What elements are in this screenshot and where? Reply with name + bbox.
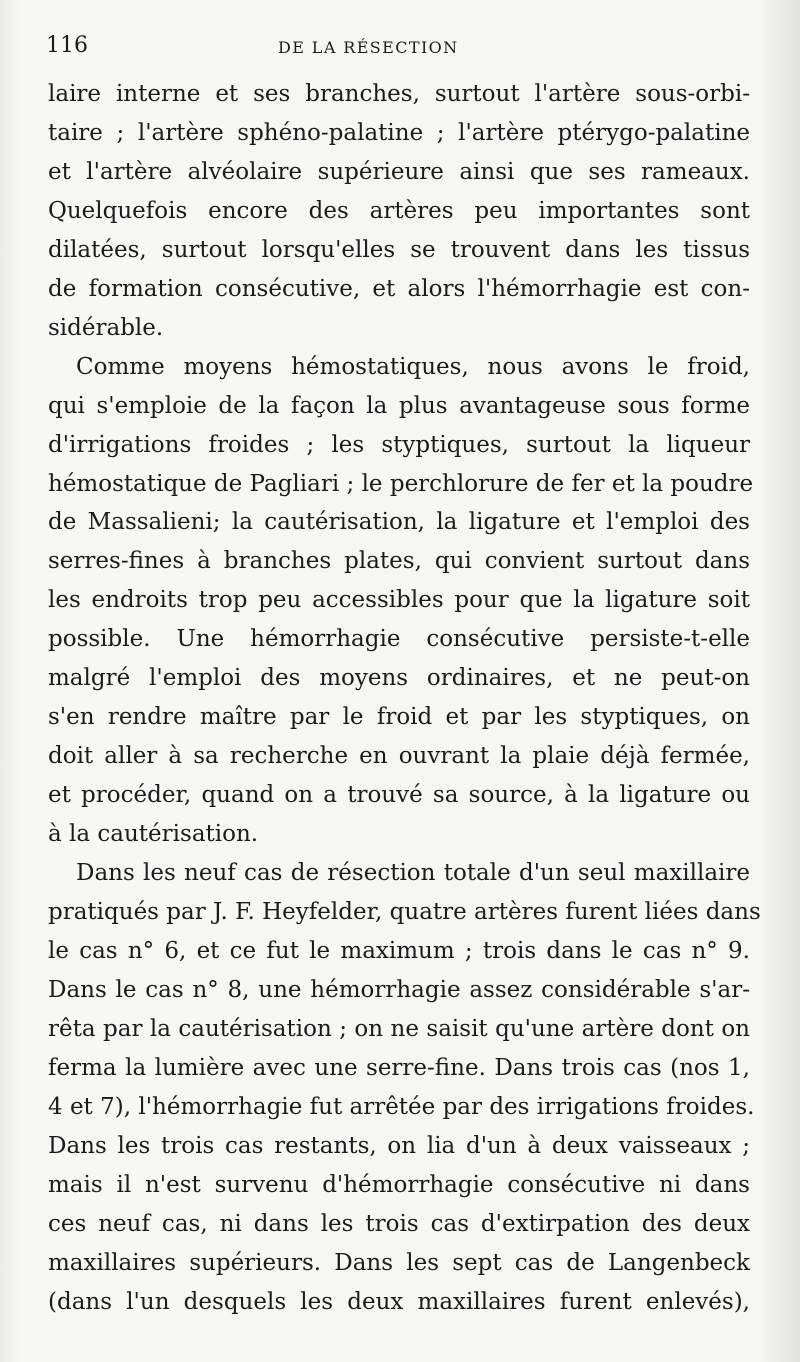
text-line: possible. Une hémorrhagie consécutive persiste-t-elle	[48, 626, 750, 653]
text-line: Comme moyens hémostatiques, nous avons le froid,	[76, 353, 750, 380]
text-line: de formation consécutive, et alors l'hémorrhagie est con-	[48, 275, 750, 302]
text-line: à la cautérisation.	[48, 821, 259, 848]
text-line: qui s'emploie de la façon la plus avantageuse sous forme	[48, 392, 750, 419]
page-header	[0, 30, 800, 70]
text-line: ferma la lumière avec une serre-fine. Dans trois cas (nos 1,	[48, 1054, 750, 1081]
text-line: le cas n° 6, et ce fut le maximum ; trois dans le cas n° 9.	[48, 937, 750, 964]
text-line: Quelquefois encore des artères peu importantes sont	[48, 197, 750, 224]
text-line: Dans les trois cas restants, on lia d'un à deux vaisseaux ;	[48, 1132, 750, 1159]
paragraph-1	[48, 75, 750, 348]
paragraph-2	[48, 348, 754, 854]
page-number: 116	[46, 33, 88, 58]
text-line: serres-fines à branches plates, qui convient surtout dans	[48, 548, 750, 575]
text-line: de Massalieni; la cautérisation, la ligature et l'emploi des	[48, 509, 750, 536]
text-line: et procéder, quand on a trouvé sa source, à la ligature ou	[48, 782, 750, 809]
text-line: 4 et 7), l'hémorrhagie fut arrêtée par des irrigations froides.	[48, 1093, 755, 1120]
text-line: sidérable.	[48, 314, 164, 341]
text-line: Dans le cas n° 8, une hémorrhagie assez considérable s'ar-	[48, 976, 750, 1003]
text-line: hémostatique de Pagliari ; le perchlorure de fer et la poudre	[48, 470, 754, 497]
text-line: mais il n'est survenu d'hémorrhagie consécutive ni dans	[48, 1171, 750, 1198]
text-line: et l'artère alvéolaire supérieure ainsi que ses rameaux.	[48, 158, 750, 185]
text-line: doit aller à sa recherche en ouvrant la plaie déjà fermée,	[48, 743, 750, 770]
text-line: malgré l'emploi des moyens ordinaires, et ne peut-on	[48, 665, 750, 692]
text-line: ces neuf cas, ni dans les trois cas d'extirpation des deux	[48, 1210, 750, 1237]
text-line: (dans l'un desquels les deux maxillaires furent enlevés),	[48, 1288, 750, 1315]
text-line: pratiqués par J. F. Heyfelder, quatre artères furent liées dans	[48, 899, 761, 926]
text-line: les endroits trop peu accessibles pour que la ligature soit	[48, 587, 750, 614]
text-line: dilatées, surtout lorsqu'elles se trouvent dans les tissus	[48, 236, 750, 263]
text-line: Dans les neuf cas de résection totale d'un seul maxillaire	[76, 860, 750, 887]
text-line: maxillaires supérieurs. Dans les sept cas de Langenbeck	[48, 1249, 750, 1276]
text-line: laire interne et ses branches, surtout l'artère sous-orbi-	[48, 81, 750, 107]
running-head: DE LA RÉSECTION	[278, 38, 459, 57]
body-text	[48, 75, 761, 1322]
text-line: rêta par la cautérisation ; on ne saisit qu'une artère dont on	[48, 1015, 750, 1042]
text-line: taire ; l'artère sphéno-palatine ; l'artère ptérygo-palatine	[48, 119, 750, 146]
text-line: s'en rendre maître par le froid et par les styptiques, on	[48, 704, 750, 731]
paragraph-3	[48, 854, 761, 1321]
text-line: d'irrigations froides ; les styptiques, surtout la liqueur	[48, 431, 750, 458]
